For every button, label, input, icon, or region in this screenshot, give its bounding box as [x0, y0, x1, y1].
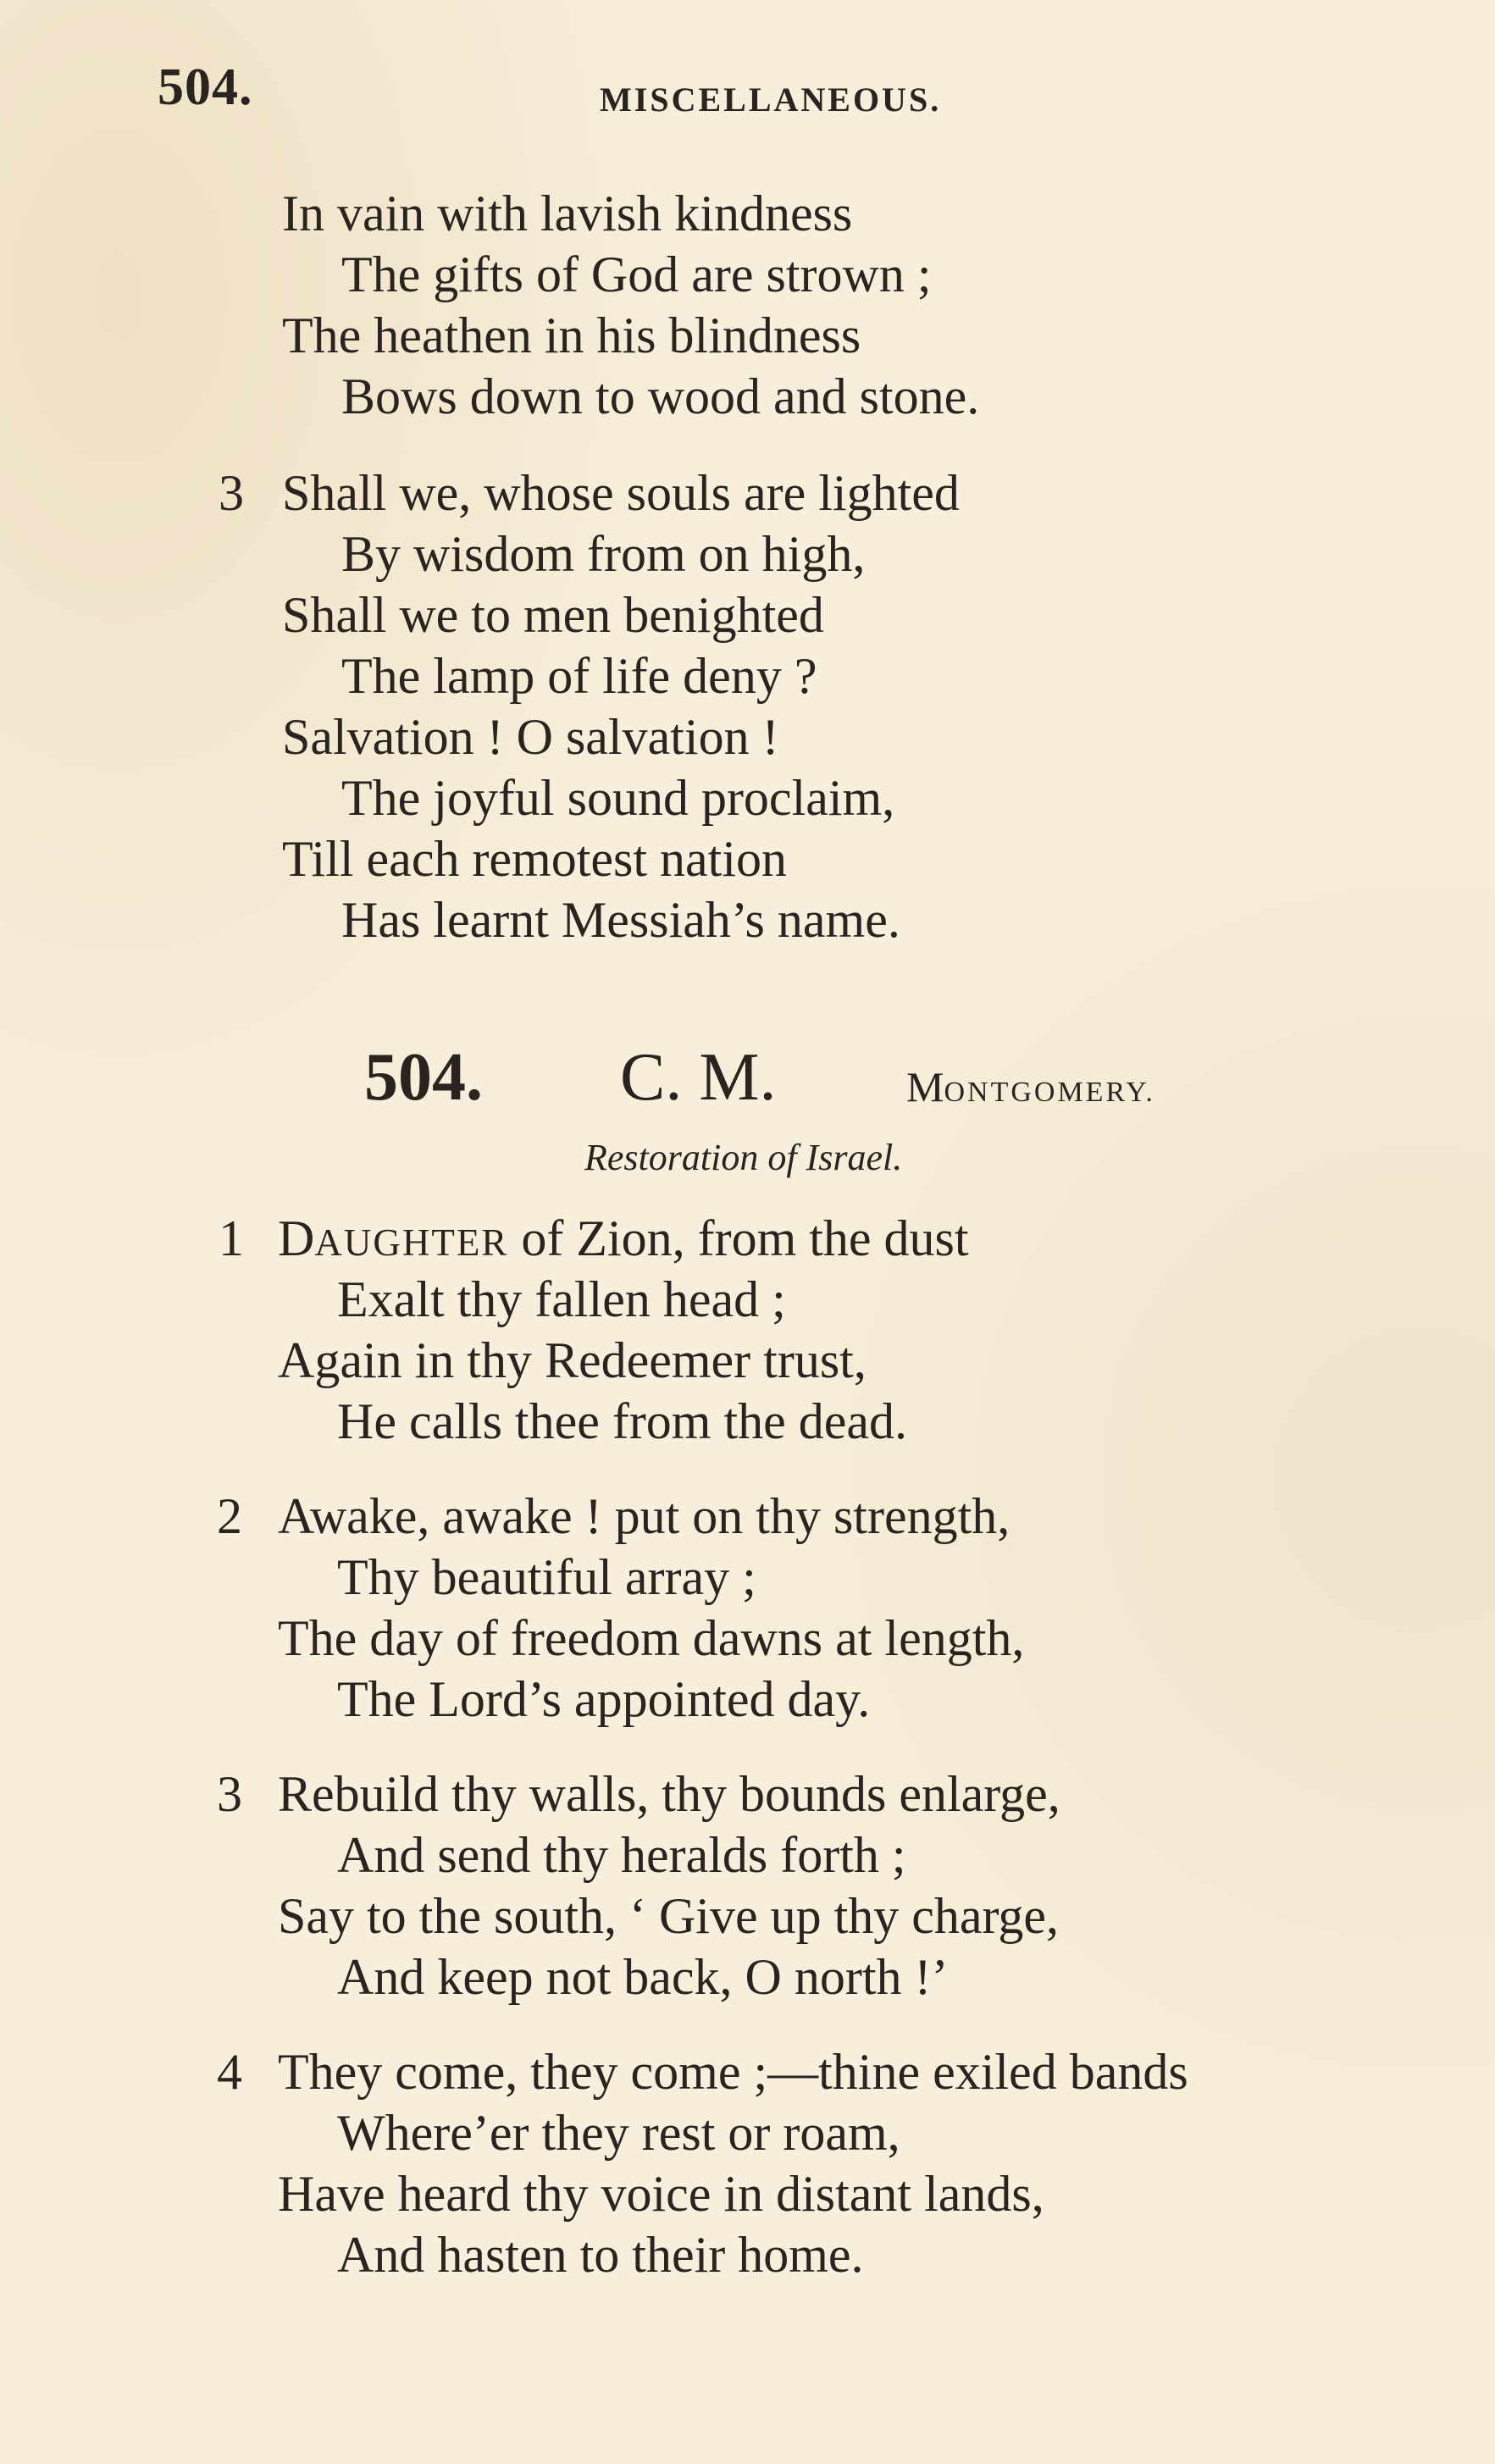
- first-line-rest: of Zion, from the dust: [508, 1210, 969, 1266]
- verse-line: They come, they come ;—thine exiled bands: [278, 2044, 1188, 2100]
- drop-initial: D: [278, 1210, 315, 1266]
- verse-line: And hasten to their home.: [337, 2227, 864, 2283]
- verse-line: Where’er they rest or roam,: [337, 2105, 900, 2161]
- verse-line: Shall we, whose souls are lighted: [282, 465, 960, 521]
- verse-line: And keep not back, O north !’: [337, 1949, 949, 2005]
- page-number: 504.: [158, 58, 253, 116]
- verse-line: Thy beautiful array ;: [337, 1549, 756, 1605]
- verse-line: By wisdom from on high,: [341, 526, 866, 582]
- verse-line: Rebuild thy walls, thy bounds enlarge,: [278, 1766, 1060, 1822]
- verse-line: He calls thee from the dead.: [337, 1393, 908, 1449]
- verse-line: The heathen in his blindness: [282, 307, 861, 363]
- stanza-number: 3: [217, 1766, 242, 1822]
- verse-line: In vain with lavish kindness: [282, 185, 853, 241]
- author-rest: ONTGOMERY.: [944, 1077, 1155, 1108]
- verse-line: Has learnt Messiah’s name.: [341, 892, 900, 948]
- verse-line: Salvation ! O salvation !: [282, 709, 779, 765]
- stanza-number: 3: [219, 465, 244, 521]
- hymn-title: Restoration of Israel.: [584, 1137, 903, 1178]
- author-initial: M: [906, 1063, 944, 1110]
- verse-line: Say to the south, ‘ Give up thy charge,: [278, 1888, 1060, 1944]
- verse-line: Shall we to men benighted: [282, 587, 824, 643]
- verse-line: Again in thy Redeemer trust,: [278, 1332, 867, 1388]
- verse-line: The gifts of God are strown ;: [341, 246, 932, 302]
- running-head: MISCELLANEOUS.: [600, 80, 942, 119]
- verse-line: Bows down to wood and stone.: [341, 368, 980, 424]
- verse-line: The Lord’s appointed day.: [337, 1671, 871, 1727]
- hymn-number: 504.: [364, 1040, 483, 1115]
- stanza-number: 4: [217, 2044, 242, 2100]
- hymn-author: [906, 1063, 1155, 1110]
- verse-line-first: [278, 1210, 969, 1266]
- verse-line: And send thy heralds forth ;: [337, 1827, 906, 1883]
- stanza-number: 1: [219, 1210, 244, 1266]
- verse-line: Exalt thy fallen head ;: [337, 1271, 786, 1327]
- verse-line: The joyful sound proclaim,: [341, 770, 895, 826]
- verse-line: Till each remotest nation: [282, 831, 788, 887]
- verse-line: The lamp of life deny ?: [341, 648, 817, 704]
- verse-line: Awake, awake ! put on thy strength,: [278, 1488, 1011, 1544]
- small-caps-word: AUGHTER: [314, 1221, 509, 1264]
- stanza-number: 2: [217, 1488, 242, 1544]
- verse-line: The day of freedom dawns at length,: [278, 1610, 1025, 1666]
- hymn-meter: C. M.: [620, 1040, 777, 1115]
- verse-line: Have heard thy voice in distant lands,: [278, 2166, 1044, 2222]
